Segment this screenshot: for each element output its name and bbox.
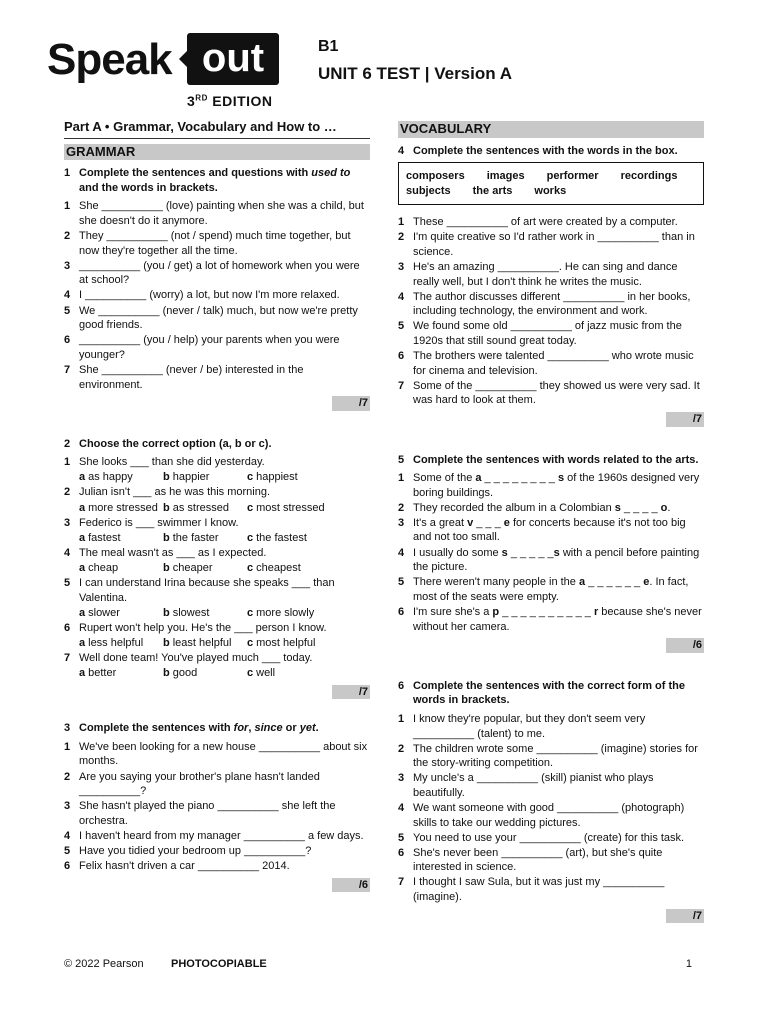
page-number: 1 bbox=[685, 958, 692, 970]
option-a: a more stressed bbox=[79, 501, 158, 514]
last-letter-hint: s bbox=[557, 472, 565, 485]
first-letter-hint: a bbox=[475, 472, 482, 485]
question-number: 7 bbox=[64, 652, 71, 664]
logo-out-badge: out bbox=[187, 33, 279, 85]
option-a: a cheap bbox=[79, 561, 119, 574]
question-text: __________ (you / help) your parents when you were younger? bbox=[79, 334, 340, 361]
first-letter-hint: p bbox=[492, 605, 500, 618]
question-item bbox=[398, 771, 704, 800]
question-item bbox=[398, 605, 704, 634]
question-number: 1 bbox=[398, 216, 405, 229]
task-1-instruction: 1 Complete the sentences and questions with used to and the words in brackets. bbox=[64, 167, 351, 194]
option-b: b happier bbox=[163, 471, 210, 484]
question-item bbox=[398, 846, 704, 875]
question-item bbox=[398, 575, 704, 604]
option-a-text: more stressed bbox=[88, 501, 158, 514]
question-number: 2 bbox=[64, 770, 71, 783]
option-a: a better bbox=[79, 667, 117, 680]
unit-title: UNIT 6 TEST | Version A bbox=[318, 64, 512, 83]
question-item bbox=[64, 859, 370, 874]
question-text: I can understand Irina because she speaks ___ than Valentina. bbox=[79, 577, 335, 604]
answer-options bbox=[64, 501, 370, 516]
question-item bbox=[64, 576, 370, 605]
question-number: 6 bbox=[398, 846, 405, 859]
option-c: c happiest bbox=[247, 471, 298, 484]
question-text: I'm quite creative so I'd rather work in __________ than in science. bbox=[413, 231, 695, 258]
option-a-text: less helpful bbox=[88, 636, 144, 649]
question-number: 2 bbox=[64, 486, 71, 499]
question-text: Well done team! You've played much ___ today. bbox=[79, 652, 313, 664]
question-text: I know they're popular, but they don't seem very __________ (talent) to me. bbox=[413, 712, 646, 740]
question-number: 5 bbox=[64, 845, 71, 858]
question-text: The meal wasn't as ___ as I expected. bbox=[79, 546, 267, 559]
option-c: c the fastest bbox=[247, 531, 307, 544]
word-box-word: composers bbox=[406, 170, 465, 183]
last-letter-hint: s bbox=[553, 546, 560, 559]
question-text: __________ (you / get) a lot of homework when you were at school? bbox=[79, 259, 360, 287]
option-c: c most helpful bbox=[247, 636, 316, 649]
question-item bbox=[64, 455, 370, 470]
question-item bbox=[398, 230, 704, 259]
word-box-word: subjects bbox=[406, 185, 451, 198]
question-item bbox=[64, 844, 370, 859]
question-number: 7 bbox=[398, 379, 405, 392]
question-number: 1 bbox=[64, 740, 71, 753]
question-number: 3 bbox=[64, 800, 71, 813]
question-text: You need to use your __________ (create) for this task. bbox=[413, 831, 685, 844]
option-c: c most stressed bbox=[247, 501, 325, 514]
task-3-items bbox=[64, 740, 370, 874]
question-item bbox=[64, 304, 370, 333]
first-letter-hint: v bbox=[467, 516, 474, 529]
option-b-text: good bbox=[172, 667, 198, 680]
question-item bbox=[398, 516, 704, 545]
question-number: 1 bbox=[64, 200, 71, 213]
question-number: 5 bbox=[398, 576, 405, 589]
left-column bbox=[64, 120, 370, 892]
last-letter-hint: o bbox=[660, 501, 668, 514]
question-item bbox=[64, 799, 370, 828]
question-item bbox=[64, 199, 370, 228]
option-c-text: the fastest bbox=[256, 531, 307, 544]
first-letter-hint: s bbox=[501, 546, 508, 559]
question-item bbox=[64, 229, 370, 258]
question-item bbox=[398, 349, 704, 378]
question-number: 2 bbox=[398, 231, 405, 244]
option-c-text: most helpful bbox=[256, 636, 316, 649]
question-text: These __________ of art were created by a computer. bbox=[413, 216, 678, 229]
option-c-text: most stressed bbox=[256, 501, 325, 514]
word-box-word: the arts bbox=[472, 185, 513, 198]
question-number: 6 bbox=[64, 621, 71, 634]
question-number: 3 bbox=[64, 259, 71, 272]
question-item bbox=[64, 259, 370, 288]
question-number: 1 bbox=[64, 456, 71, 469]
question-text: She __________ (never / be) interested in the environment. bbox=[79, 363, 304, 391]
option-b: b good bbox=[163, 667, 198, 680]
question-text: She looks ___ than she did yesterday. bbox=[79, 456, 265, 469]
question-text: The author discusses different __________ in her books, including technology, the environment and work. bbox=[413, 290, 691, 318]
option-a-text: slower bbox=[88, 606, 120, 619]
question-item bbox=[398, 801, 704, 830]
question-text: We found some old __________ of jazz music from the 1920s that still sound great today. bbox=[413, 320, 682, 347]
question-number: 4 bbox=[64, 289, 71, 302]
question-item bbox=[64, 363, 370, 392]
question-number: 6 bbox=[398, 350, 405, 363]
question-number: 2 bbox=[398, 742, 405, 755]
task-3-instruction: 3 Complete the sentences with for, since or yet. bbox=[64, 722, 319, 735]
option-b: b slowest bbox=[163, 606, 210, 619]
question-text: The children wrote some __________ (imagine) stories for the story-writing competition. bbox=[413, 742, 698, 770]
question-number: 4 bbox=[64, 546, 71, 559]
option-c-text: well bbox=[256, 667, 276, 680]
page-header bbox=[0, 0, 768, 115]
right-column bbox=[398, 120, 704, 923]
part-title: Part A • Grammar, Vocabulary and How to … bbox=[64, 120, 370, 139]
question-text: She __________ (love) painting when she was a child, but she doesn't do it anymore. bbox=[79, 200, 364, 227]
question-number: 5 bbox=[398, 831, 405, 844]
last-letter-hint: e bbox=[643, 576, 650, 589]
option-b-text: happier bbox=[172, 471, 210, 484]
option-c-text: happiest bbox=[256, 471, 298, 484]
speakout-logo bbox=[47, 33, 287, 113]
question-number: 6 bbox=[64, 334, 71, 347]
question-number: 6 bbox=[398, 605, 405, 618]
question-text: We've been looking for a new house __________ about six months. bbox=[79, 740, 368, 768]
question-text: He's an amazing __________. He can sing and dance really well, but I don't think he writes the music. bbox=[413, 260, 678, 288]
question-item bbox=[64, 770, 370, 799]
task-3-score: /6 bbox=[64, 878, 370, 893]
photocopiable-label: PHOTOCOPIABLE bbox=[171, 958, 267, 970]
question-text: Rupert won't help you. He's the ___ person I know. bbox=[79, 621, 327, 634]
grammar-heading: GRAMMAR bbox=[64, 144, 370, 161]
option-c: c more slowly bbox=[247, 606, 315, 619]
option-c-text: cheapest bbox=[256, 561, 301, 574]
answer-options bbox=[64, 666, 370, 681]
option-b: b cheaper bbox=[163, 561, 213, 574]
question-text: Felix hasn't driven a car __________ 2014. bbox=[79, 860, 290, 873]
task-4-score: /7 bbox=[398, 412, 704, 427]
option-c: c cheapest bbox=[247, 561, 301, 574]
option-a-text: fastest bbox=[88, 531, 121, 544]
task-2-instruction: 2 Choose the correct option (a, b or c). bbox=[64, 437, 272, 450]
option-a: a slower bbox=[79, 606, 120, 619]
question-item bbox=[64, 651, 370, 666]
question-item bbox=[398, 546, 704, 575]
option-a: a less helpful bbox=[79, 636, 144, 649]
word-box-word: performer bbox=[546, 170, 599, 183]
question-text: My uncle's a __________ (skill) pianist who plays beautifully. bbox=[413, 772, 654, 799]
option-c: c well bbox=[247, 667, 276, 680]
answer-options bbox=[64, 636, 370, 651]
question-item bbox=[398, 290, 704, 319]
option-a-text: better bbox=[88, 667, 117, 680]
question-number: 6 bbox=[64, 860, 71, 873]
option-b-text: least helpful bbox=[172, 636, 232, 649]
word-box-word: recordings bbox=[620, 170, 678, 183]
question-text: I __________ (worry) a lot, but now I'm more relaxed. bbox=[79, 289, 340, 302]
question-text: The brothers were talented __________ who wrote music for cinema and television. bbox=[413, 350, 694, 377]
question-item bbox=[398, 471, 704, 500]
question-item bbox=[64, 516, 370, 531]
question-number: 4 bbox=[398, 546, 405, 559]
first-letter-hint: s bbox=[614, 501, 621, 514]
task-6-items bbox=[398, 712, 704, 905]
first-letter-hint: a bbox=[578, 576, 586, 589]
question-number: 4 bbox=[398, 801, 405, 814]
level-label: B1 bbox=[318, 38, 339, 55]
word-box bbox=[398, 162, 704, 205]
task-1-items bbox=[64, 199, 370, 392]
question-number: 5 bbox=[64, 577, 71, 590]
last-letter-hint: e bbox=[503, 516, 510, 529]
answer-options bbox=[64, 606, 370, 621]
question-number: 2 bbox=[398, 501, 405, 514]
question-text: I'm sure she's a p _ _ _ _ _ _ _ _ _ _ r because she's never without her camera. bbox=[413, 605, 702, 633]
question-number: 5 bbox=[64, 304, 71, 317]
question-text: Federico is ___ swimmer I know. bbox=[79, 516, 239, 529]
question-item bbox=[64, 288, 370, 303]
option-b-text: slowest bbox=[172, 606, 210, 619]
option-a: a fastest bbox=[79, 531, 121, 544]
question-number: 1 bbox=[398, 472, 405, 485]
question-number: 3 bbox=[398, 260, 405, 273]
question-item bbox=[64, 546, 370, 561]
logo-speak-text: Speak bbox=[47, 35, 172, 84]
question-text: I usually do some s _ _ _ _ _s with a pencil before painting the picture. bbox=[413, 546, 700, 574]
option-a-text: as happy bbox=[88, 471, 133, 484]
question-item bbox=[398, 875, 704, 904]
question-number: 7 bbox=[64, 363, 71, 376]
question-text: They __________ (not / spend) much time together, but now they're together all the time. bbox=[79, 230, 351, 257]
question-number: 7 bbox=[398, 876, 405, 889]
task-6-instruction: 6 Complete the sentences with the correct form of the words in brackets. bbox=[398, 679, 685, 707]
option-b-text: the faster bbox=[172, 531, 219, 544]
question-item bbox=[64, 485, 370, 500]
word-box-word: works bbox=[534, 185, 567, 198]
task-6-score: /7 bbox=[398, 909, 704, 924]
question-item bbox=[398, 831, 704, 846]
question-number: 4 bbox=[398, 290, 405, 303]
question-item bbox=[398, 379, 704, 408]
option-b: b the faster bbox=[163, 531, 219, 544]
question-text: I thought I saw Sula, but it was just my __________ (imagine). bbox=[413, 876, 665, 904]
question-item bbox=[398, 260, 704, 289]
question-item bbox=[398, 319, 704, 348]
answer-options bbox=[64, 531, 370, 546]
question-text: Some of the a _ _ _ _ _ _ _ _ s of the 1960s designed very boring buildings. bbox=[413, 472, 700, 499]
option-b: b least helpful bbox=[163, 636, 232, 649]
question-item bbox=[64, 621, 370, 636]
logo-edition: 3RD EDITION bbox=[187, 93, 273, 109]
task-4-items bbox=[398, 215, 704, 408]
task-2-items bbox=[64, 455, 370, 680]
question-item bbox=[64, 740, 370, 769]
question-number: 1 bbox=[398, 712, 405, 725]
question-text: She's never been __________ (art), but she's quite interested in science. bbox=[413, 846, 663, 874]
question-text: It's a great v _ _ _ e for concerts because it's not too big and not too small. bbox=[413, 516, 686, 544]
task-5-instruction: 5 Complete the sentences with words related to the arts. bbox=[398, 453, 699, 466]
question-text: Have you tidied your bedroom up __________? bbox=[79, 845, 312, 858]
copyright: © 2022 Pearson bbox=[64, 958, 144, 970]
question-item bbox=[398, 712, 704, 741]
word-box-word: images bbox=[486, 170, 525, 183]
question-text: There weren't many people in the a _ _ _ _ _ _ e. In fact, most of the seats were empty. bbox=[413, 576, 689, 603]
vocabulary-heading: VOCABULARY bbox=[398, 121, 704, 138]
question-number: 2 bbox=[64, 230, 71, 243]
task-5-items bbox=[398, 471, 704, 634]
option-c-text: more slowly bbox=[256, 606, 315, 619]
task-2-score: /7 bbox=[64, 685, 370, 700]
question-text: We __________ (never / talk) much, but now we're pretty good friends. bbox=[79, 304, 358, 332]
question-number: 3 bbox=[398, 516, 405, 529]
question-number: 5 bbox=[398, 320, 405, 333]
question-text: She hasn't played the piano __________ she left the orchestra. bbox=[79, 800, 336, 827]
question-text: They recorded the album in a Colombian s _ _ _ _ o. bbox=[413, 501, 671, 514]
question-text: Are you saying your brother's plane hasn't landed __________? bbox=[79, 770, 320, 798]
option-b-text: cheaper bbox=[172, 561, 213, 574]
task-5-score: /6 bbox=[398, 638, 704, 653]
question-item bbox=[398, 501, 704, 516]
question-number: 3 bbox=[398, 772, 405, 785]
question-number: 4 bbox=[64, 829, 71, 842]
task-4-instruction: 4 Complete the sentences with the words in the box. bbox=[398, 144, 678, 157]
option-a: a as happy bbox=[79, 471, 133, 484]
question-text: Julian isn't ___ as he was this morning. bbox=[79, 486, 271, 499]
option-b: b as stressed bbox=[163, 501, 229, 514]
answer-options bbox=[64, 561, 370, 576]
question-text: Some of the __________ they showed us were very sad. It was hard to look at them. bbox=[413, 379, 700, 407]
task-1-score: /7 bbox=[64, 396, 370, 411]
option-a-text: cheap bbox=[88, 561, 119, 574]
question-item bbox=[64, 829, 370, 844]
question-text: We want someone with good __________ (photograph) skills to take our wedding pictures. bbox=[413, 801, 685, 829]
question-text: I haven't heard from my manager __________ a few days. bbox=[79, 829, 364, 842]
last-letter-hint: r bbox=[593, 605, 599, 618]
option-b-text: as stressed bbox=[172, 501, 229, 514]
question-item bbox=[398, 742, 704, 771]
question-number: 3 bbox=[64, 516, 71, 529]
question-item bbox=[398, 215, 704, 230]
question-item bbox=[64, 333, 370, 362]
answer-options bbox=[64, 470, 370, 485]
